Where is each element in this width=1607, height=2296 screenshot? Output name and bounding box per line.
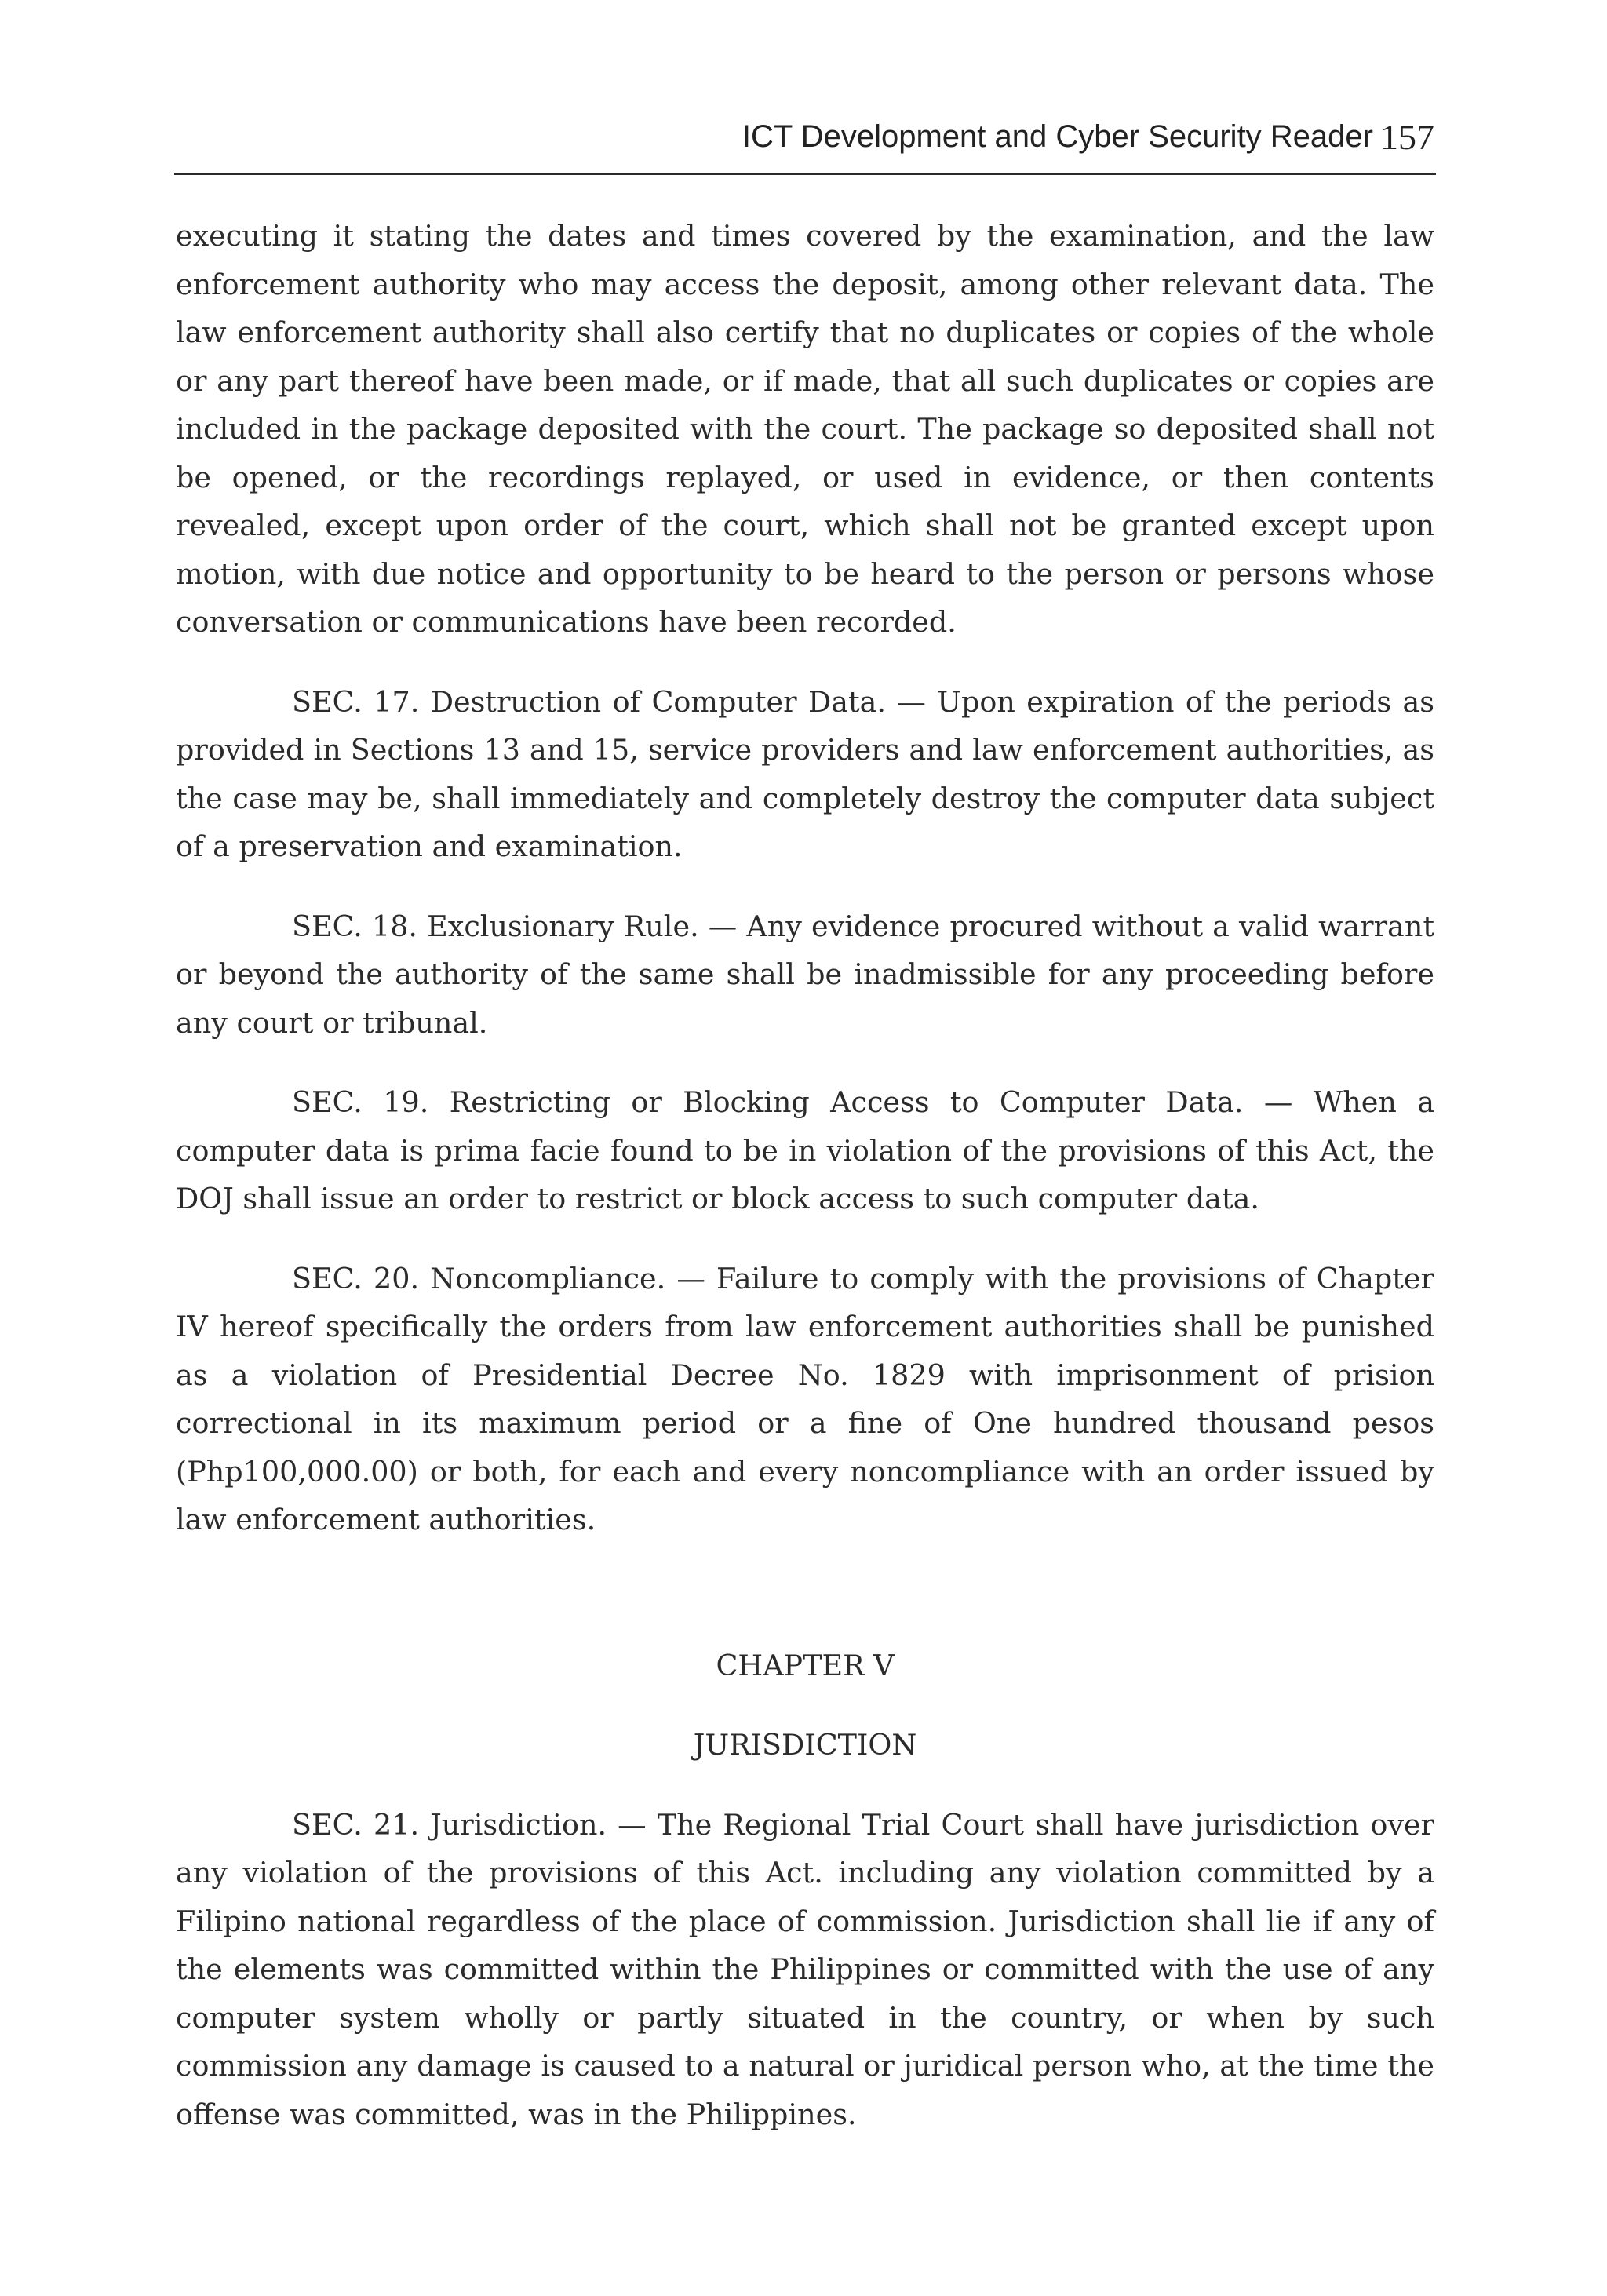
section-17-paragraph: SEC. 17. Destruction of Computer Data. — Upon expiration of the periods as provided in Sections 13 and 15, service providers and law enforcement authorities, as the case may be, shall immediately and completely destroy the computer data subject of a preservation and examination. [176, 684, 1434, 863]
section-18-paragraph: SEC. 18. Exclusionary Rule. — Any evidence procured without a valid warrant or beyond the authority of the same shall be inadmissible for any proceeding before any court or tribunal. [176, 909, 1434, 1040]
chapter-title: JURISDICTION [693, 1728, 917, 1762]
section-21-paragraph: SEC. 21. Jurisdiction. — The Regional Trial Court shall have jurisdiction over any violation of the provisions of this Act. including any violation committed by a Filipino national regardless of the place of commission. Jurisdiction shall lie if any of the elements was committed within the Philippines or committed with the use of any computer system wholly or partly situated in the country, or when by such commission any damage is caused to a natural or juridical person who, at the time the offense was committed, was in the Philippines. [176, 1807, 1434, 2131]
section-19-paragraph: SEC. 19. Restricting or Blocking Access to Computer Data. — When a computer data is prima facie found to be in violation of the provisions of this Act, the DOJ shall issue an order to restrict or block access to such computer data. [176, 1085, 1434, 1215]
section-20-paragraph: SEC. 20. Noncompliance. — Failure to comply with the provisions of Chapter IV hereof specifically the orders from law enforcement authorities shall be punished as a violation of Presidential Decree No. 1829 with imprisonment of prision correctional in its maximum period or a fine of One hundred thousand pesos (Php100,000.00) or both, for each and every noncompliance with an order issued by law enforcement authorities. [176, 1261, 1434, 1536]
running-header [174, 110, 1436, 175]
body-text [176, 212, 1434, 2170]
chapter-heading: CHAPTER V [716, 1648, 895, 1682]
paragraph-continuation: executing it stating the dates and times covered by the examination, and the law enforcement authority who may access the deposit, among other relevant data. The law enforcement authority shall also certify that no duplicates or copies of the whole or any part thereof have been made, or if made, that all such duplicates or copies are included in the package deposited with the court. The package so deposited shall not be opened, or the recordings replayed, or used in evidence, or then contents revealed, except upon order of the court, which shall not be granted except upon motion, with due notice and opportunity to be heard to the person or persons whose conversation or communications have been recorded. [176, 219, 1434, 639]
page-number: 157 [1380, 117, 1434, 157]
header-title: ICT Development and Cyber Security Reader [742, 119, 1373, 154]
